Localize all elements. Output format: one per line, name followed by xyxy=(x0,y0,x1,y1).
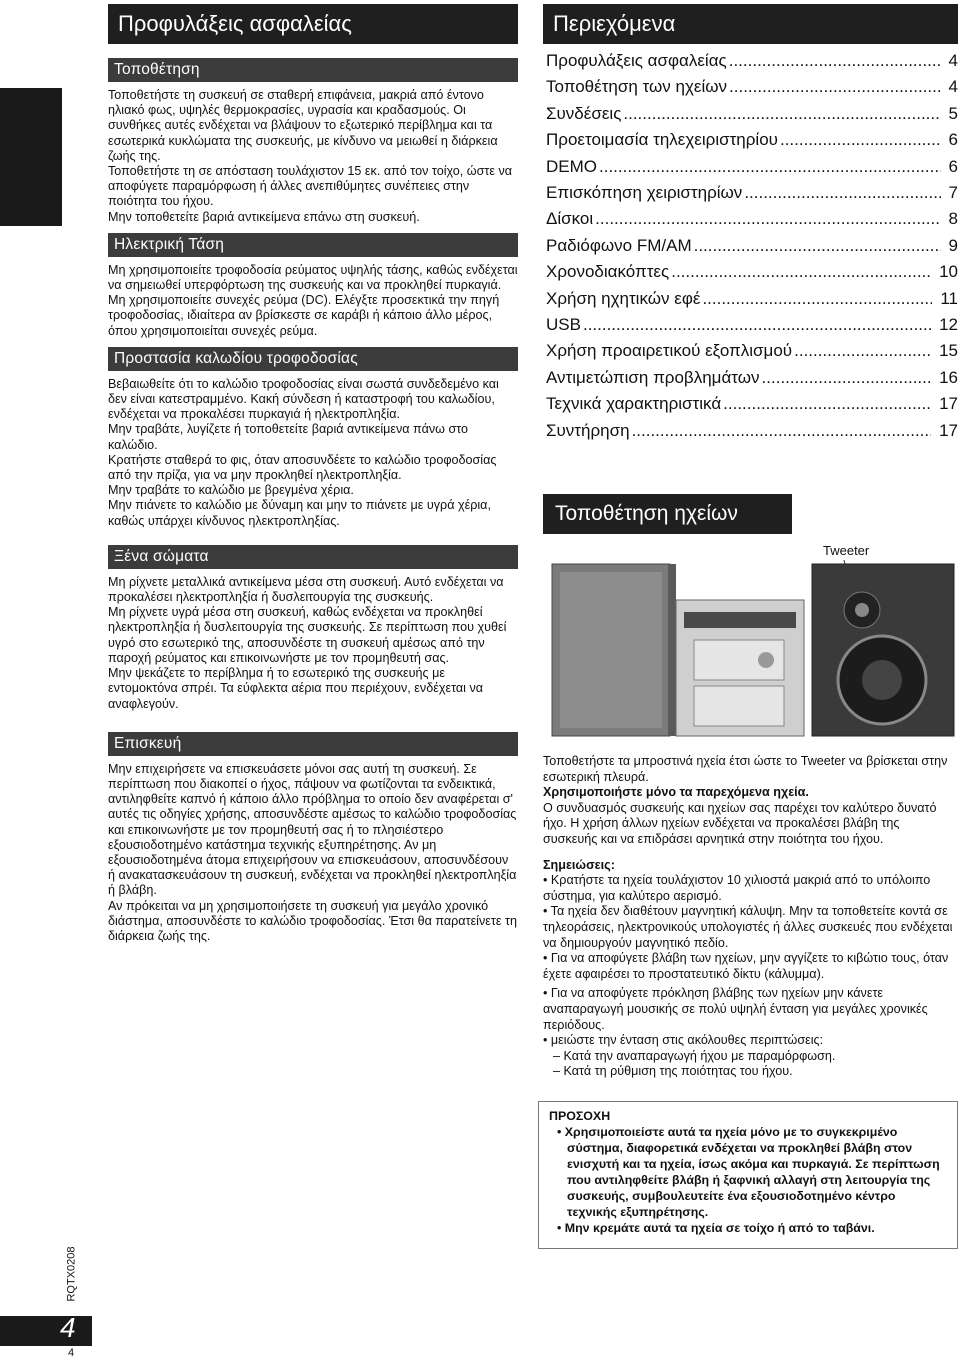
toc-entry[interactable] xyxy=(546,338,958,364)
toc-entry-title: Προετοιμασία τηλεχειριστηρίου xyxy=(546,130,778,150)
document-code: RQTX0208 xyxy=(65,1246,78,1302)
table-of-contents xyxy=(546,48,958,444)
section-paragraph: Μην επιχειρήσετε να επισκευάσετε μόνοι σας αυτή τη συσκευή. Σε περίπτωση που διακοπεί ο ήχος, πάψουν να φωτίζονται τα ενδεικτικά, αντιληφθείτε καπνό ή κάποιο άλλο πρόβλημα το οποίο δεν αναφέρεται σ' αυτές τις οδηγίες χρήσης, αποσυνδέστε αμέσως το καλώδιο τροφοδοσίας και επικοινωνήστε με τον προμηθευτή σας ή το πλησιέστερο εξουσιοδοτημένο κατάστημα τεχνικής εξυπηρέτησης. Αν μη εξουσιοδοτημένα άτομα επιχειρήσουν να επισκευάσουν, αποσυνδέσουν ή ανακατασκευάσουν τη συσκευή, ενδέχεται να προκληθεί ηλεκτροπληξία ή βλάβη. xyxy=(108,761,517,898)
toc-dot-leader xyxy=(794,338,931,364)
page-title: Προφυλάξεις ασφαλείας xyxy=(108,4,518,44)
toc-entry-title: DEMO xyxy=(546,156,597,176)
toc-entry-page: 6 xyxy=(948,130,958,150)
toc-entry-page: 12 xyxy=(939,315,958,335)
toc-dot-leader xyxy=(671,259,931,285)
toc-dot-leader xyxy=(623,101,940,127)
caution-box xyxy=(538,1101,958,1249)
safety-precautions-column xyxy=(108,54,518,952)
toc-dot-leader xyxy=(595,206,940,232)
toc-dot-leader xyxy=(723,391,931,417)
toc-entry[interactable] xyxy=(546,391,958,417)
toc-entry[interactable] xyxy=(546,206,958,232)
section-paragraph: Μη ρίχνετε υγρά μέσα στη συσκευή, καθώς ενδέχεται να προκληθεί ηλεκτροπληξία ή δυσλειτουργία της συσκευής. Σε περίπτωση που χυθεί υγρό στο εσωτερικό της, αποσυνδέστε τη συσκευή αμέσως από την παροχή ρεύματος και επικοινωνήστε με τον προμηθευτή σας. xyxy=(108,605,507,665)
toc-dot-leader xyxy=(694,233,941,259)
section-paragraph: Αν πρόκειται να μη χρησιμοποιήσετε τη συσκευή για μεγάλο χρονικό διάστημα, αποσυνδέστε το καλώδιο τροφοδοσίας. Έτσι θα παρατείνετε τη διάρκεια ζωής της. xyxy=(108,898,517,943)
note-item: • Για να αποφύγετε βλάβη των ηχείων, μην αγγίζετε το κιβώτιο τους, όταν έχετε αφαιρέσει το προστατευτικό δίκτυ (κάλυμμα). xyxy=(543,951,949,981)
section-paragraph: Μην ψεκάζετε το περίβλημα ή το εσωτερικό της συσκευής με εντομοκτόνα σπρέι. Τα εύφλεκτα αέρια που περιέχουν, ενδέχεται να αναφλεγούν. xyxy=(108,666,484,711)
section-heading: Τοποθέτηση xyxy=(108,58,518,82)
section-paragraph: Μην τραβάτε το καλώδιο με βρεγμένα χέρια. xyxy=(108,483,354,498)
toc-dot-leader xyxy=(762,365,932,391)
toc-entry-page: 11 xyxy=(940,288,958,308)
toc-entry-page: 9 xyxy=(948,235,958,255)
toc-entry-title: Τεχνικά χαρακτηριστικά xyxy=(546,394,722,414)
toc-entry-page: 17 xyxy=(939,394,958,414)
section-paragraph: Μη χρησιμοποιείτε τροφοδοσία ρεύματος υψηλής τάσης, καθώς ενδέχεται να σημειωθεί υπερφόρτωση της συσκευής και να προκληθεί πυρκαγιά. xyxy=(108,262,518,293)
install-bold-note: Χρησιμοποιήστε μόνο τα παρεχόμενα ηχεία. xyxy=(543,785,809,800)
toc-entry[interactable] xyxy=(546,127,958,153)
toc-dot-leader xyxy=(702,286,932,312)
toc-entry-page: 7 xyxy=(948,183,958,203)
caution-title: ΠΡΟΣΟΧΗ xyxy=(549,1109,611,1123)
toc-entry[interactable] xyxy=(546,154,958,180)
section-heading: Ηλεκτρική Τάση xyxy=(108,233,518,257)
toc-dot-leader xyxy=(780,127,941,153)
toc-dot-leader xyxy=(632,418,932,444)
toc-entry[interactable] xyxy=(546,48,958,74)
toc-entry-title: Επισκόπηση χειριστηρίων xyxy=(546,183,743,203)
section-paragraph: Βεβαιωθείτε ότι το καλώδιο τροφοδοσίας είναι σωστά συνδεδεμένο και δεν είναι κατεστραμμένο. Κακή σύνδεση ή καταστροφή του καλωδίου, ενδέχεται να προκαλέσει πυρκαγιά ή ηλεκτροπληξία. xyxy=(108,376,499,422)
section-paragraph: Μην τοποθετείτε βαριά αντικείμενα επάνω στη συσκευή. xyxy=(108,209,420,224)
toc-entry[interactable] xyxy=(546,418,958,444)
toc-entry[interactable] xyxy=(546,312,958,338)
section-heading: Επισκευή xyxy=(108,732,518,756)
section-paragraph: Μην πιάνετε το καλώδιο με δύναμη και μην το πιάνετε με υγρά χέρια, καθώς υπάρχει κίνδυνος ηλεκτροπληξίας. xyxy=(108,498,491,528)
section-paragraph: Μην τραβάτε, λυγίζετε ή τοποθετείτε βαριά αντικείμενα πάνω στο καλώδιο. xyxy=(108,422,469,452)
speaker-installation-title: Τοποθέτηση ηχείων xyxy=(543,494,792,534)
toc-entry-page: 4 xyxy=(948,77,958,97)
section-paragraph: Τοποθετήστε τη συσκευή σε σταθερή επιφάνεια, μακριά από έντονο ηλιακό φως, υψηλές θερμοκρασίες, υγρασία και κραδασμούς. Οι συνθήκες αυτές ενδέχεται να βλάψουν το εξωτερικό περίβλημα και τα εσωτερικά κυκλώματα της συσκευής, με κίνδυνο να μειωθεί η διάρκεια ζωής της. xyxy=(108,88,498,163)
toc-dot-leader xyxy=(599,154,941,180)
toc-entry[interactable] xyxy=(546,365,958,391)
toc-entry[interactable] xyxy=(546,259,958,285)
note-item: • Τα ηχεία δεν διαθέτουν μαγνητική κάλυψη. Μην τα τοποθετείτε κοντά σε τηλεοράσεις, ηλεκτρονικούς υπολογιστές ή άλλες συσκευές που ενδέχεται να δημιουργούν μαγνητικό πεδίο. xyxy=(543,904,953,950)
toc-entry[interactable] xyxy=(546,180,958,206)
toc-entry-page: 15 xyxy=(939,341,958,361)
note-item: • Για να αποφύγετε πρόκληση βλάβης των ηχείων μην κάνετε αναπαραγωγή μουσικής σε πολύ υψηλή ένταση για μεγάλες χρονικές περιόδους. xyxy=(543,986,928,1032)
section xyxy=(108,545,518,712)
toc-dot-leader xyxy=(729,48,941,74)
page-number: 4 xyxy=(60,1312,76,1343)
toc-dot-leader xyxy=(729,74,941,100)
toc-entry-title: Χρήση ηχητικών εφέ xyxy=(546,288,701,308)
section xyxy=(108,732,518,944)
toc-entry-title: USB xyxy=(546,315,581,335)
toc-entry-title: Ραδιόφωνο FM/AM xyxy=(546,235,692,255)
speaker-system-illustration xyxy=(544,560,958,740)
toc-entry-page: 4 xyxy=(948,51,958,70)
speaker-installation-text xyxy=(543,754,955,1080)
toc-entry[interactable] xyxy=(546,233,958,259)
page-number-bar xyxy=(0,1316,92,1346)
toc-title: Περιεχόμενα xyxy=(543,4,958,44)
note-subitem: – Κατά τη ρύθμιση της ποιότητας του ήχου. xyxy=(553,1064,793,1079)
section-paragraph: Τοποθετήστε τη σε απόσταση τουλάχιστον 15 εκ. από τον τοίχο, ώστε να αποφύγετε παραμόρφωση ή άλλες ανεπιθύμητες συνέπειες στην ποιότητα του ήχου. xyxy=(108,164,513,209)
toc-entry[interactable] xyxy=(546,101,958,127)
tweeter-label: Tweeter xyxy=(823,543,870,558)
note-item: • Κρατήστε τα ηχεία τουλάχιστον 10 χιλιοστά μακριά από το υπόλοιπο σύστημα, για καλύτερο αερισμό. xyxy=(543,873,931,903)
toc-entry-page: 5 xyxy=(948,103,958,123)
toc-entry-title: Δίσκοι xyxy=(546,209,594,229)
section-paragraph: Μη χρησιμοποιείτε συνεχές ρεύμα (DC). Ελέγξτε προσεκτικά την πηγή τροφοδοσίας, ιδιαίτερα αν βρίσκεστε σε καράβι ή κάποιο άλλο μέρος, όπου χρησιμοποιείται συνεχές ρεύμα. xyxy=(108,293,500,338)
toc-entry-title: Τοποθέτηση των ηχείων xyxy=(546,77,728,97)
caution-item: • Μην κρεμάτε αυτά τα ηχεία σε τοίχο ή από το ταβάνι. xyxy=(557,1221,875,1235)
toc-entry[interactable] xyxy=(546,286,958,312)
toc-entry-title: Χρονοδιακόπτες xyxy=(546,262,670,282)
note-subitem: – Κατά την αναπαραγωγή ήχου με παραμόρφωση. xyxy=(553,1048,836,1063)
toc-dot-leader xyxy=(744,180,940,206)
note-item: • μειώστε την ένταση στις ακόλουθες περιπτώσεις: xyxy=(543,1033,824,1048)
toc-entry-title: Συνδέσεις xyxy=(546,103,622,123)
section-heading: Ξένα σώματα xyxy=(108,545,518,569)
caution-item: • Χρησιμοποιείστε αυτά τα ηχεία μόνο με το συγκεκριμένο σύστημα, διαφορετικά ενδέχεται να προκληθεί βλάβη στον ενισχυτή και τα ηχεία, ίσως ακόμα και πυρκαγιά. Σε περίπτωση που αντιληφθείτε βλάβη ή ξαφνική αλλαγή στη λειτουργία της συσκευής, συμβουλευτείτε ένα εξουσιοδοτημένο κέντρο τεχνικής εξυπηρέτησης. xyxy=(557,1125,940,1219)
install-paragraph: Ο συνδυασμός συσκευής και ηχείων σας παρέχει τον καλύτερο δυνατό ήχο. Η χρήση άλλων ηχείων ενδέχεται να προκαλέσει βλάβη της συσκευής και να επιδράσει αρνητικά στην ποιότητα του ήχου. xyxy=(543,800,937,846)
toc-entry-title: Χρήση προαιρετικού εξοπλισμού xyxy=(546,341,793,361)
section-paragraph: Μη ρίχνετε μεταλλικά αντικείμενα μέσα στη συσκευή. Αυτό ενδέχεται να προκαλέσει ηλεκτροπληξία ή δυσλειτουργία της συσκευής. xyxy=(108,574,504,605)
section xyxy=(108,58,518,225)
toc-entry-page: 16 xyxy=(939,367,958,387)
toc-entry[interactable] xyxy=(546,74,958,100)
toc-entry-title: Προφυλάξεις ασφαλείας xyxy=(546,51,727,70)
toc-entry-title: Συντήρηση xyxy=(546,420,630,440)
chapter-tab-marker xyxy=(0,88,62,226)
section-paragraph: Κρατήστε σταθερά το φις, όταν αποσυνδέετε το καλώδιο τροφοδοσίας από την πρίζα, για να μην προκληθεί ηλεκτροπληξία. xyxy=(108,452,497,483)
toc-entry-page: 10 xyxy=(939,262,958,282)
toc-entry-page: 8 xyxy=(948,209,958,229)
notes-title: Σημειώσεις: xyxy=(543,857,615,872)
toc-entry-page: 17 xyxy=(939,420,958,440)
toc-entry-title: Αντιμετώπιση προβλημάτων xyxy=(546,367,760,387)
toc-entry-page: 6 xyxy=(948,156,958,176)
install-paragraph: Τοποθετήστε τα μπροστινά ηχεία έτσι ώστε το Tweeter να βρίσκεται στην εσωτερική πλευρά. xyxy=(543,754,948,784)
page-number-small: 4 xyxy=(68,1347,75,1359)
section-heading: Προστασία καλωδίου τροφοδοσίας xyxy=(108,347,518,371)
toc-dot-leader xyxy=(583,312,931,338)
section xyxy=(108,347,518,529)
section xyxy=(108,233,518,339)
